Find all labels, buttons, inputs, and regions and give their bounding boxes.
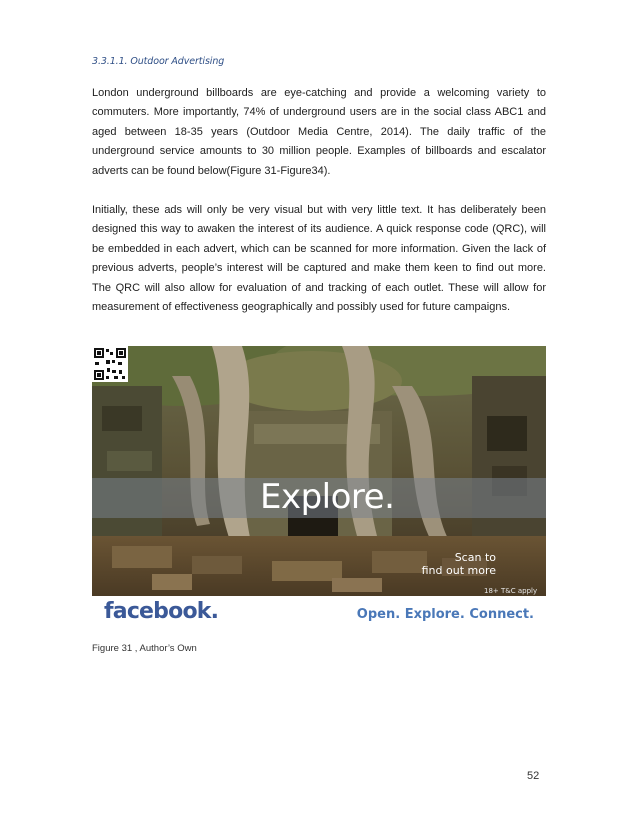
facebook-logo xyxy=(104,599,218,624)
paragraph-1: London underground billboards are eye-catching and provide a welcoming variety to commuters. More importantly, 74% of underground users are in the social class ABC1 and aged between 18-35 years (Outdoor Media Centre, 2014). The daily traffic of the underground service amounts to 30 million people. Examples of billboards and escalator adverts can be found below(Figure 31-Figure34). xyxy=(92,87,546,177)
advert-footer xyxy=(92,596,546,631)
logo-word: facebook xyxy=(104,599,211,624)
scan-prompt xyxy=(422,551,496,577)
page-number: 52 xyxy=(527,770,540,782)
scan-line-1: Scan to xyxy=(454,551,496,564)
ad-headline: Explore. xyxy=(260,477,395,517)
terms-text: 18+ T&C apply xyxy=(484,587,538,595)
advert-figure xyxy=(92,346,546,631)
section-heading: 3.3.1.1. Outdoor Advertising xyxy=(92,56,225,67)
logo-dot: . xyxy=(210,599,219,624)
paragraph-2: Initially, these ads will only be very visual but with very little text. It has deliberately been designed this way to awaken the interest of its audience. A quick response code (QRC), will be embedded in each advert, which can be scanned for more information. Given the lack of previous adverts, people’s interest will be captured and make them keen to find out more. The QRC will also allow for evaluation of and tracking of each outlet. These will allow for measurement of effectiveness geographically and possibly used for future campaigns. xyxy=(92,204,546,314)
ad-tagline: Open. Explore. Connect. xyxy=(356,607,534,622)
scan-line-2: find out more xyxy=(421,564,496,577)
qr-code-icon xyxy=(92,346,128,382)
figure-caption: Figure 31 , Author’s Own xyxy=(92,643,197,654)
